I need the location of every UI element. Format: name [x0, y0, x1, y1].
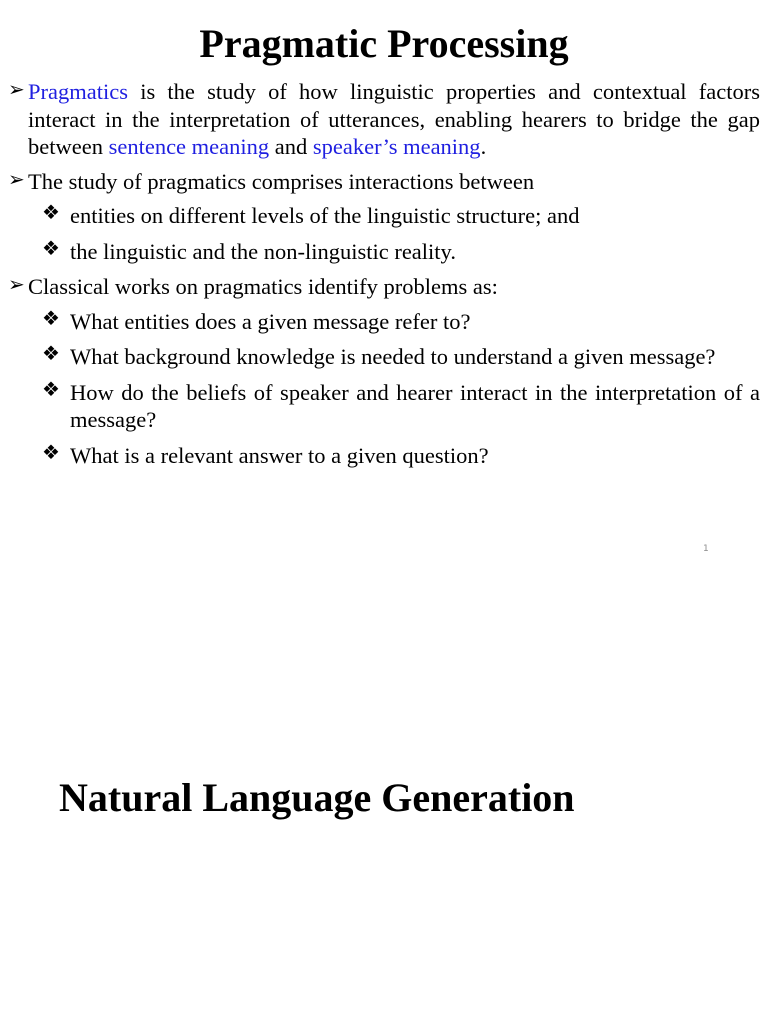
arrow-bullet-icon: ➢: [8, 77, 25, 101]
next-slide-title: Natural Language Generation: [59, 775, 575, 820]
bullet-point: [8, 273, 760, 301]
term-speakers-meaning: speaker’s meaning: [312, 134, 481, 159]
sub-bullet-point: [8, 305, 760, 336]
sub-bullet-point: [8, 376, 760, 434]
arrow-bullet-icon: ➢: [8, 272, 25, 296]
sub-bullet-point: [8, 343, 760, 371]
bullet-text: Classical works on pragmatics identify problems as:: [28, 274, 498, 299]
sub-bullet-text: What background knowledge is needed to understand a given message?: [70, 344, 716, 369]
diamond-bullet-icon: ❖: [42, 235, 60, 260]
diamond-bullet-icon: ❖: [42, 200, 60, 224]
term-pragmatics: Pragmatics: [28, 79, 128, 104]
diamond-bullet-icon: ❖: [42, 305, 60, 330]
sub-bullet-text: entities on different levels of the linguistic structure; and: [70, 203, 580, 228]
sub-bullet-text: What is a relevant answer to a given question?: [70, 442, 489, 468]
bullet-text: is the study of how linguistic properties and contextual factors interact in the interpretation of utterances, enabling hearers to bridge the gap between: [28, 79, 760, 159]
bullet-point: [8, 78, 760, 161]
diamond-bullet-icon: ❖: [42, 439, 60, 464]
arrow-bullet-icon: ➢: [8, 166, 25, 191]
slide-title: Pragmatic Processing: [199, 21, 569, 66]
bullet-point: [8, 168, 760, 196]
bullet-text: The study of pragmatics comprises interactions between: [28, 168, 535, 194]
sub-bullet-point: [8, 439, 760, 470]
diamond-bullet-icon: ❖: [42, 376, 60, 401]
sub-bullet-point: [8, 202, 760, 230]
term-sentence-meaning: sentence meaning: [108, 134, 270, 159]
diamond-bullet-icon: ❖: [42, 341, 60, 365]
sub-bullet-point: [8, 235, 760, 266]
page-number: 1: [703, 544, 709, 554]
sub-bullet-text: the linguistic and the non-linguistic reality.: [70, 238, 456, 264]
slide-body: [8, 78, 760, 477]
bullet-text: .: [480, 134, 487, 159]
sub-bullet-text: How do the beliefs of speaker and hearer interact in the interpretation of a message?: [70, 379, 760, 432]
bullet-text: and: [269, 134, 313, 159]
sub-bullet-text: What entities does a given message refer to?: [70, 308, 471, 334]
